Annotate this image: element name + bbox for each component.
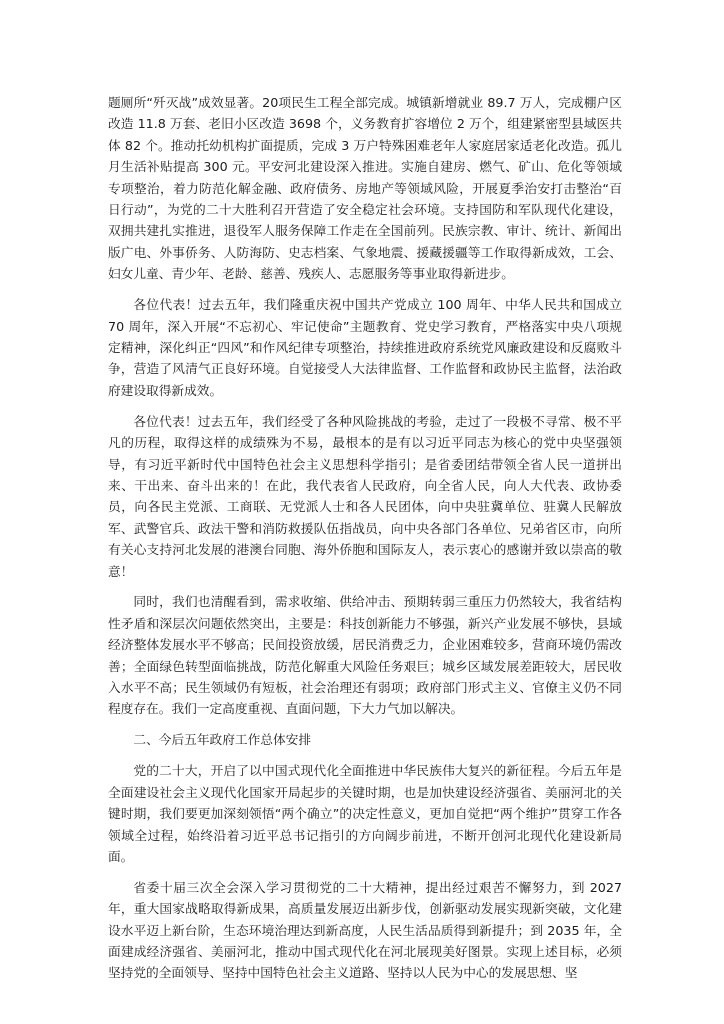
- section-heading: 二、今后五年政府工作总体安排: [133, 732, 312, 748]
- paragraph-goals: 省委十届三次全会深入学习贯彻党的二十大精神，提出经过艰苦不懈努力，到 2027 年，重大国家战略取得新成果，高质量发展迈出新步伐，创新驱动发展实现新突破，文化建设水平迈上新台阶，生态环境治理达到新高度，人民生活品质得到新提升；到 2035 年，全面建成经济强省、美丽河北，推动中国式现代化在河北展现美好图景。实现上述目标，必须坚持党的全面领导、坚持中国特色社会主义道路、坚持以人民为中心的发展思想、坚: [108, 879, 622, 981]
- paragraph-problems: 同时，我们也清醒看到，需求收缩、供给冲击、预期转弱三重压力仍然较大，我省结构性矛盾和深层次问题依然突出，主要是：科技创新能力不够强，新兴产业发展不够快，县域经济整体发展水平不够高；民间投资放缓，居民消费乏力，企业困难较多，营商环境仍需改善；全面绿色转型面临挑战，防范化解重大风险任务艰巨；城乡区域发展差距较大，居民收入水平不高；民生领域仍有短板，社会治理还有弱项；政府部门形式主义、官僚主义仍不同程度存在。我们一定高度重视、直面问题，下大力气加以解决。: [108, 594, 622, 717]
- paragraph-party-building: 各位代表！过去五年，我们隆重庆祝中国共产党成立 100 周年、中华人民共和国成立 70 周年，深入开展“不忘初心、牢记使命”主题教育、党史学习教育，严格落实中央八项规定精神，深化纠正“四风”和作风纪律专项整治，持续推进政府系统党风廉政建设和反腐败斗争，营造了风清气正良好环境。自觉接受人大法律监督、工作监督和政协民主监督，法治政府建设取得新成效。: [108, 297, 622, 398]
- paragraph-new-journey: 党的二十大，开启了以中国式现代化全面推进中华民族伟大复兴的新征程。今后五年是全面建设社会主义现代化国家开局起步的关键时期，也是加快建设经济强省、美丽河北的关键时期，我们要更加深刻领悟“两个确立”的决定性意义，更加自觉把“两个维护”贯穿工作各领域全过程，始终沿着习近平总书记指引的方向阔步前进，不断开创河北现代化建设新局面。: [108, 763, 622, 864]
- paragraph-livelihood-achievements: 题厕所“歼灭战”成效显著。20项民生工程全部完成。城镇新增就业 89.7 万人，完成棚户区改造 11.8 万套、老旧小区改造 3698 个，义务教育扩容增位 2 万个，组建紧密型县域医共体 82 个。推动托幼机构扩面提质，完成 3 万户特殊困难老年人家庭居家适老化改造。孤儿月生活补贴提高 300 元。平安河北建设深入推进。实施自建房、燃气、矿山、危化等领域专项整治，着力防范化解金融、政府债务、房地产等领域风险，开展夏季治安打击整治“百日行动”，为党的二十大胜利召开营造了安全稳定社会环境。支持国防和军队现代化建设，双拥共建扎实推进，退役军人服务保障工作走在全国前列。民族宗教、审计、统计、新闻出版广电、外事侨务、人防海防、史志档案、气象地震、援藏援疆等工作取得新成效，工会、妇女儿童、青少年、老龄、慈善、残疾人、志愿服务等事业取得新进步。: [108, 95, 622, 282]
- document-page: [108, 92, 622, 993]
- paragraph-gratitude: 各位代表！过去五年，我们经受了各种风险挑战的考验，走过了一段极不寻常、极不平凡的历程，取得这样的成绩殊为不易，最根本的是有以习近平同志为核心的党中央坚强领导，有习近平新时代中国特色社会主义思想科学指引；是省委团结带领全省人民一道拼出来、干出来、奋斗出来的！在此，我代表省人民政府，向全省人民，向人大代表、政协委员，向各民主党派、工商联、无党派人士和各人民团体，向中央驻冀单位、驻冀人民解放军、武警官兵、政法干警和消防救援队伍指战员，向中央各部门各单位、兄弟省区市，向所有关心支持河北发展的港澳台同胞、海外侨胞和国际友人，表示衷心的感谢并致以崇高的敬意！: [108, 413, 622, 579]
